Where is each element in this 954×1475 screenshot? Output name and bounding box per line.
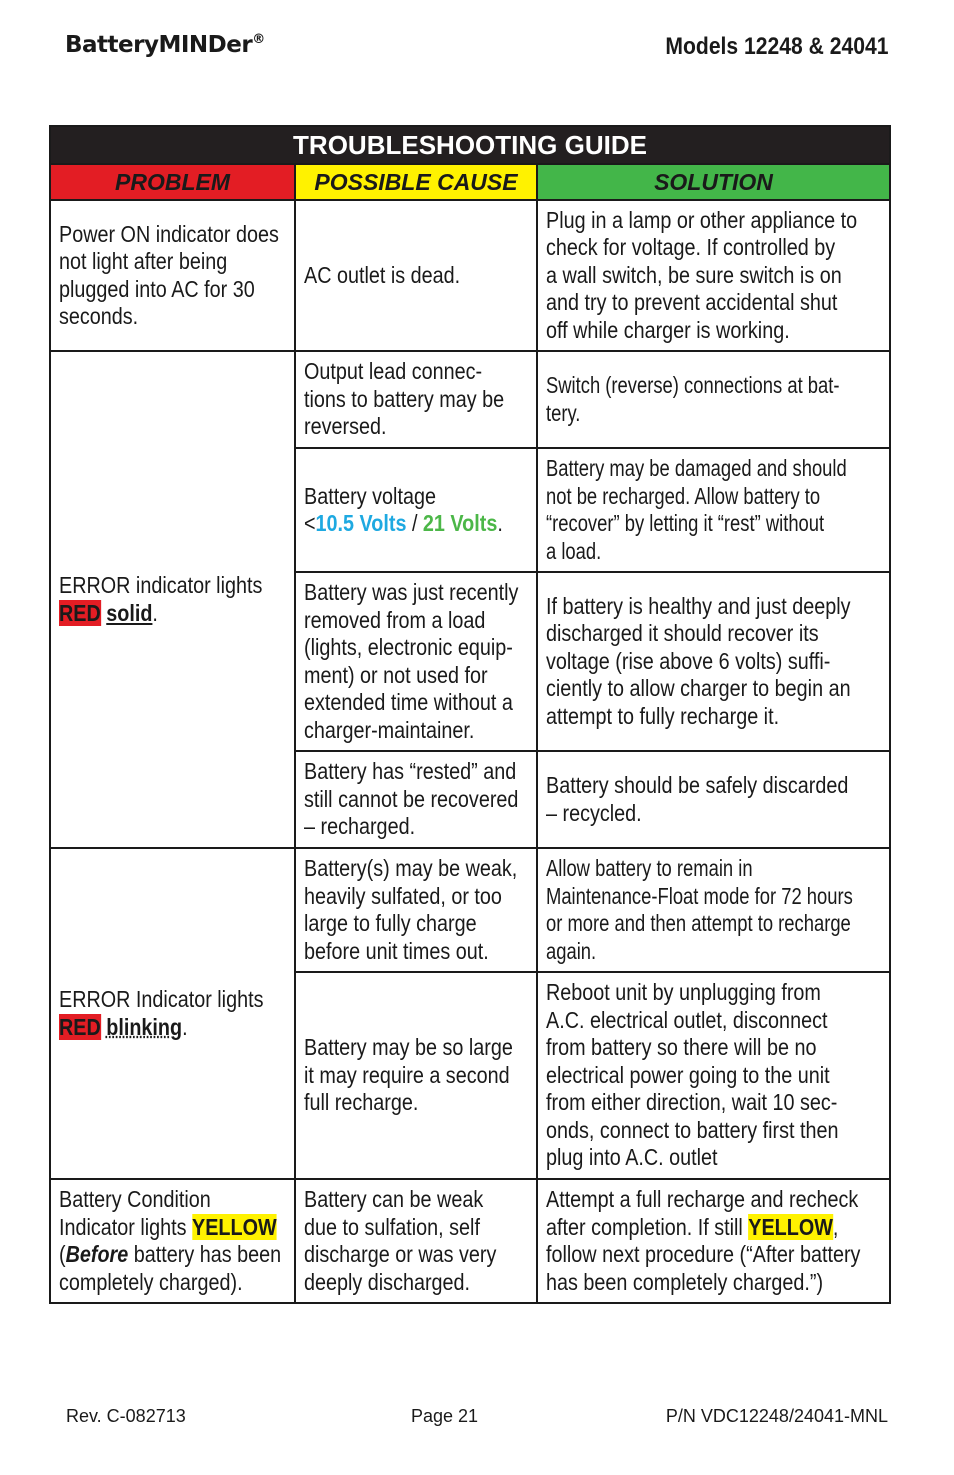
solution-cell: Allow battery to remain in Maintenance-Float mode for 72 hours or more and then attempt to recharge again.: [537, 848, 890, 972]
problem-cell: ERROR Indicator lights RED blinking.: [50, 848, 295, 1179]
voltage-12v-value: 10.5 Volts: [315, 510, 407, 536]
voltage-24v-value: 21 Volts: [422, 510, 498, 536]
cause-cell: AC outlet is dead.: [295, 200, 537, 351]
yellow-indicator-label: YELLOW: [192, 1213, 277, 1240]
cause-cell: Battery may be so large it may require a second full recharge.: [295, 972, 537, 1179]
footer-revision: Rev. C-082713: [66, 1406, 186, 1426]
brand-name: BatteryMINDer: [65, 32, 253, 58]
footer-page-number: Page 21: [411, 1406, 479, 1426]
solution-cell: Attempt a full recharge and recheck after completion. If still YELLOW, follow next procedure (“After battery has been completely charged.”): [537, 1179, 890, 1303]
cause-cell: Battery voltage <10.5 Volts / 21 Volts.: [295, 448, 537, 572]
table-row: [50, 848, 890, 972]
brand-logo: [65, 32, 265, 58]
solution-cell: Switch (reverse) connections at bat- tery.: [537, 351, 890, 448]
cause-cell: Battery has “rested” and still cannot be recovered – recharged.: [295, 751, 537, 848]
table-title: TROUBLESHOOTING GUIDE: [50, 126, 890, 164]
problem-cell: ERROR indicator lights RED solid.: [50, 351, 295, 848]
problem-cell: Power ON indicator does not light after being plugged into AC for 30 seconds.: [50, 200, 295, 351]
table-row: [50, 351, 890, 448]
registered-mark: ®: [252, 32, 265, 47]
solution-cell: If battery is healthy and just deeply discharged it should recover its voltage (rise above 6 volts) suffi- ciently to allow charger to begin an attempt to fully recharge it.: [537, 572, 890, 751]
column-header-problem: PROBLEM: [50, 164, 295, 200]
solution-cell: Plug in a lamp or other appliance to check for voltage. If controlled by a wall switch, be sure switch is on and try to prevent accidental shut off while charger is working.: [537, 200, 890, 351]
yellow-indicator-label: YELLOW: [748, 1213, 833, 1240]
solution-cell: Reboot unit by unplugging from A.C. electrical outlet, disconnect from battery so there will be no electrical power going to the unit from either direction, wait 10 sec- onds, connect to battery first then plug into A.C. outlet: [537, 972, 890, 1179]
column-header-solution: SOLUTION: [537, 164, 890, 200]
footer-part-number: P/N VDC12248/24041-MNL: [665, 1406, 888, 1426]
red-indicator-label: RED: [59, 599, 101, 626]
solution-cell: Battery may be damaged and should not be recharged. Allow battery to “recover” by letting it “rest” without a load.: [537, 448, 890, 572]
cause-cell: Output lead connec- tions to battery may be reversed.: [295, 351, 537, 448]
troubleshooting-table: [49, 125, 891, 1304]
models-title: Models 12248 & 24041: [664, 33, 888, 60]
column-header-cause: POSSIBLE CAUSE: [295, 164, 537, 200]
cause-cell: Battery was just recently removed from a load (lights, electronic equip- ment) or not used for extended time without a charger-maintainer.: [295, 572, 537, 751]
table-row: [50, 1179, 890, 1303]
red-indicator-label: RED: [59, 1013, 101, 1040]
solution-cell: Battery should be safely discarded – recycled.: [537, 751, 890, 848]
table-row: [50, 200, 890, 351]
cause-cell: Battery can be weak due to sulfation, self discharge or was very deeply discharged.: [295, 1179, 537, 1303]
cause-cell: Battery(s) may be weak, heavily sulfated, or too large to fully charge before unit times out.: [295, 848, 537, 972]
problem-cell: Battery Condition Indicator lights YELLOW (Before battery has been completely charged).: [50, 1179, 295, 1303]
